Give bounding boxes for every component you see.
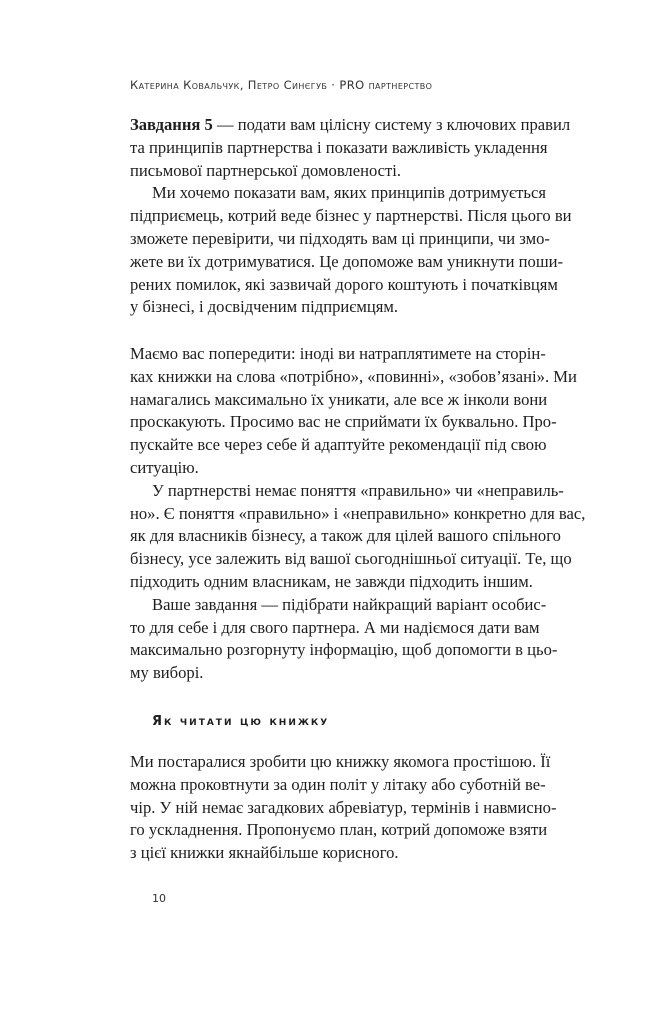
line-text: У партнерстві немає поняття «правильно» чи «неправиль- (152, 480, 564, 500)
line-text: у бізнесі, і досвідченим підприємцям. (130, 297, 399, 317)
text-line (130, 434, 547, 457)
line-text: та принципів партнерства і показати важливість укладення (130, 137, 548, 157)
line-text: підприємець, котрий веде бізнес у партнерстві. Після цього ви (130, 206, 572, 226)
text-line (130, 228, 550, 251)
line-text: ситуацію. (130, 457, 199, 477)
line-text: ках книжки на слова «потрібно», «повинні», «зобов’язані». Ми (130, 366, 577, 386)
text-line (130, 114, 571, 137)
line-text: можна проковтнути за один політ у літаку або суботній ве- (130, 774, 546, 794)
line-text: но». Є поняття «правильно» і «неправильно» конкретно для вас, (130, 503, 586, 523)
text-line (130, 662, 539, 685)
line-text: максимально розгорнуту інформацію, щоб допомогти в цьо- (130, 640, 558, 660)
text-line (130, 389, 548, 412)
bold-lead: Завдання 5 (130, 115, 213, 134)
text-line (130, 617, 539, 640)
line-text: — подати вам цілісну систему з ключових правил (212, 115, 571, 134)
text-line (130, 411, 557, 434)
line-text: Ми постаралися зробити цю книжку якомога простішою. Її (130, 752, 551, 771)
text-line (130, 160, 539, 183)
running-header: Катерина Ковальчук, Петро Синєгуб · PRO партнерство (130, 78, 433, 92)
text-line (130, 594, 547, 617)
text-line (130, 819, 548, 842)
text-block-warning (130, 343, 586, 685)
text-line (130, 274, 558, 297)
line-text: жете ви їх дотримуватися. Це допоможе вам уникнути поши- (130, 251, 564, 271)
line-text: пускайте все через себе й адаптуйте рекомендації під свою (130, 435, 547, 455)
text-line (130, 182, 546, 205)
text-line (130, 548, 572, 571)
text-line (130, 205, 572, 228)
line-text: Маємо вас попередити: іноді ви натраплятимете на сторін- (130, 344, 546, 363)
line-text: Ми хочемо показати вам, яких принципів дотримується (152, 183, 546, 203)
line-text: Ваше завдання — підібрати найкращий варіант особис- (152, 594, 547, 614)
text-line (130, 251, 564, 274)
text-line (130, 842, 539, 865)
text-line (130, 639, 558, 662)
line-text: з цієї книжки якнайбільше корисного. (130, 843, 399, 863)
page-number: 10 (152, 892, 166, 905)
line-text: рених помилок, які зазвичай дорого коштують і початківцям (130, 274, 558, 294)
text-line (130, 751, 551, 774)
line-text: чір. У ній немає загадкових абревіатур, термінів і навмисно- (130, 797, 557, 817)
text-line (130, 797, 557, 820)
text-line (130, 774, 546, 797)
text-line (130, 571, 539, 594)
text-line (130, 457, 539, 480)
line-text: письмової партнерської домовленості. (130, 160, 402, 180)
text-line (130, 503, 586, 526)
text-line (130, 343, 546, 366)
line-text: намагались максимально їх уникати, але все ж інколи вони (130, 389, 548, 409)
line-text: проскакують. Просимо вас не сприймати їх буквально. Про- (130, 412, 557, 432)
text-line (130, 296, 539, 319)
text-block-how-to-read (130, 751, 557, 865)
text-line (130, 480, 564, 503)
line-text: підходить одним власникам, не завжди підходить іншим. (130, 571, 533, 591)
section-heading: Як читати цю книжку (152, 714, 330, 729)
text-block-task-5 (130, 114, 572, 319)
text-line (130, 366, 577, 389)
line-text: му виборі. (130, 663, 204, 683)
line-text: то для себе і для свого партнера. А ми надіємося дати вам (130, 617, 540, 637)
line-text: бізнесу, усе залежить від вашої сьогоднішньої ситуації. Те, що (130, 549, 572, 569)
line-text: го ускладнення. Пропонуємо план, котрий допоможе взяти (130, 820, 548, 840)
line-text: як для власників бізнесу, а також для цілей вашого спільного (130, 526, 561, 546)
text-line (130, 137, 548, 160)
line-text: зможете перевірити, чи підходять вам ці принципи, чи змо- (130, 228, 550, 248)
text-line (130, 525, 561, 548)
